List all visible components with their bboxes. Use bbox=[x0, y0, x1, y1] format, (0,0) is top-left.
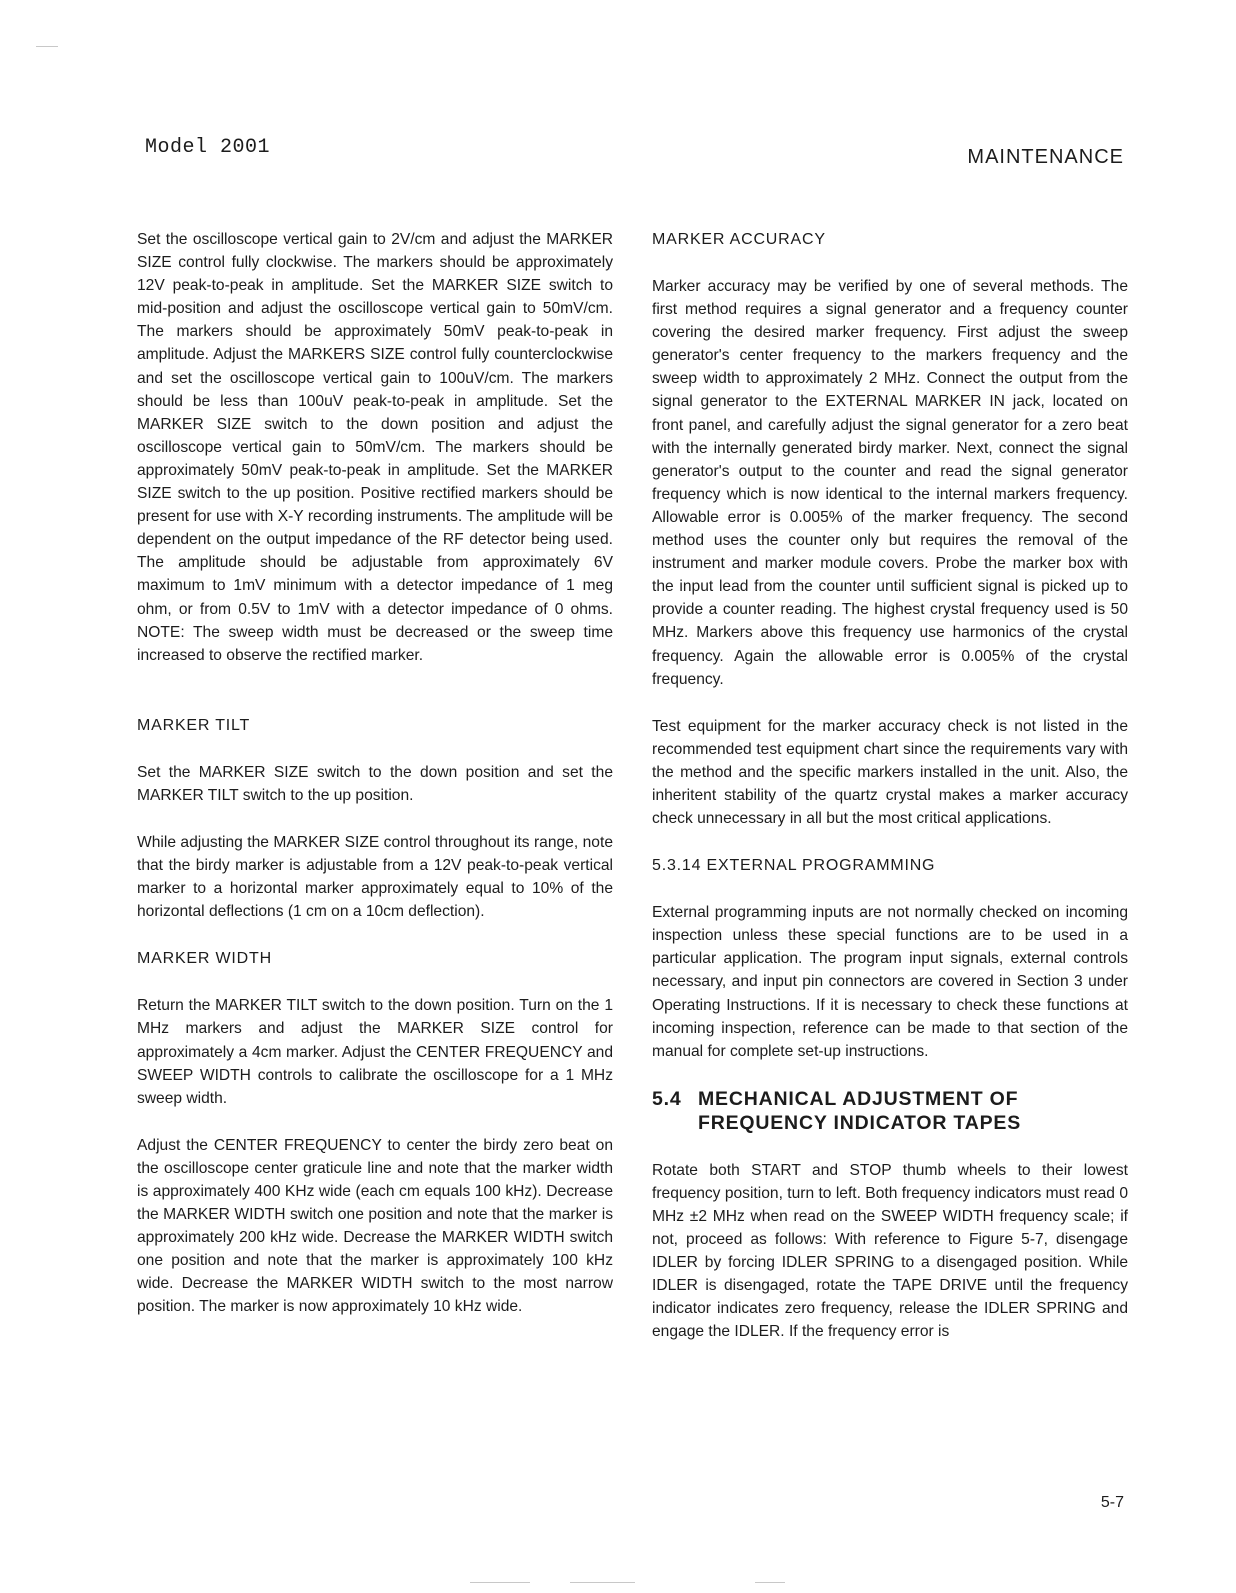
heading-number: 5.4 bbox=[652, 1087, 682, 1110]
section-title: MAINTENANCE bbox=[967, 146, 1124, 168]
model-label: Model 2001 bbox=[145, 136, 271, 159]
heading-marker-width: MARKER WIDTH bbox=[137, 950, 272, 968]
scan-mark bbox=[570, 1582, 635, 1583]
paragraph-marker-tilt-adjust: While adjusting the MARKER SIZE control throughout its range, note that the birdy marker is adjustable from a 12V peak-to-peak vertical marker to a horizontal marker approximately equal to 10% of the horizontal deflections (1 cm on a 10cm deflection). bbox=[137, 833, 613, 921]
page-number: 5-7 bbox=[1100, 1494, 1124, 1511]
scan-mark bbox=[755, 1582, 785, 1583]
heading-mechanical-adjustment bbox=[652, 1087, 1128, 1135]
paragraph-marker-accuracy: Marker accuracy may be verified by one of several methods. The first method requires a signal generator and a frequency counter covering the desired marker frequency. First adjust the sweep generator's center frequency to the markers frequency and the sweep width to approximately 2 MHz. Connect the output from the signal generator to the EXTERNAL MARKER IN jack, located on front panel, and carefully adjust the signal generator for a zero beat with the internally generated birdy marker. Next, connect the signal generator's output to the counter and read the signal generator frequency which is now identical to the internal markers frequency. Allowable error is 0.005% of the marker frequency. The second method uses the counter only but requires the removal of the instrument and marker module covers. Probe the marker box with the input lead from the counter until sufficient signal is picked up to provide a counter reading. The highest crystal frequency used is 50 MHz. Markers above this frequency use harmonics of the crystal frequency. Again the allowable error is 0.005% of the crystal frequency. bbox=[652, 278, 1128, 688]
paragraph-marker-width-adjust: Adjust the CENTER FREQUENCY to center the birdy zero beat on the oscilloscope center graticule line and note that the marker width is approximately 400 KHz wide (each cm equals 100 kHz). Decrease the MARKER WIDTH switch one position and note that the marker is approximately 200 kHz wide. Decrease the MARKER WIDTH switch one position and note that the marker is approximately 100 kHz wide. Decrease the MARKER WIDTH switch to the most narrow position. The marker is now approximately 10 kHz wide. bbox=[137, 1136, 613, 1316]
paragraph-test-equipment: Test equipment for the marker accuracy check is not listed in the recommended test equipment chart since the requirements vary with the method and the specific markers installed in the unit. Also, the inheritent stability of the quartz crystal makes a marker accuracy check unnecessary in all but the most critical applications. bbox=[652, 717, 1128, 828]
heading-text: MECHANICAL ADJUSTMENT OF FREQUENCY INDICATOR TAPES bbox=[698, 1087, 1022, 1134]
paragraph-external-programming: External programming inputs are not normally checked on incoming inspection unless these special functions are to be used in a particular application. The program input signals, external controls necessary, and input pin connectors are covered in Section 3 under Operating Instructions. If it is necessary to check these functions at incoming inspection, reference can be made to that section of the manual for complete set-up instructions. bbox=[652, 904, 1128, 1060]
heading-marker-tilt: MARKER TILT bbox=[137, 716, 251, 734]
paragraph-marker-width-setup: Return the MARKER TILT switch to the down position. Turn on the 1 MHz markers and adjust the MARKER SIZE control for approximately a 4cm marker. Adjust the CENTER FREQUENCY and SWEEP WIDTH controls to calibrate the oscilloscope for a 1 MHz sweep width. bbox=[137, 997, 613, 1107]
heading-external-programming: 5.3.14 EXTERNAL PROGRAMMING bbox=[652, 857, 936, 875]
paragraph-marker-tilt-setup: Set the MARKER SIZE switch to the down position and set the MARKER TILT switch to the up position. bbox=[137, 763, 613, 804]
paragraph-tape-adjustment: Rotate both START and STOP thumb wheels to their lowest frequency position, turn to left. Both frequency indicators must read 0 MHz ±2 MHz when read on the SWEEP WIDTH frequency scale; if not, proceed as follows: With reference to Figure 5-7, disengage IDLER by forcing IDLER SPRING to a disengaged position. While IDLER is disengaged, rotate the TAPE DRIVE until the frequency indicator indicates zero frequency, release the IDLER SPRING and engage the IDLER. If the frequency error is bbox=[652, 1161, 1128, 1341]
scan-mark bbox=[470, 1582, 530, 1583]
paragraph-marker-size: Set the oscilloscope vertical gain to 2V/cm and adjust the MARKER SIZE control fully clockwise. The markers should be approximately 12V peak-to-peak in amplitude. Set the MARKER SIZE switch to mid-position and adjust the oscilloscope vertical gain to 50mV/cm. The markers should be approximately 50mV peak-to-peak in amplitude. Adjust the MARKERS SIZE control fully counterclockwise and set the oscilloscope vertical gain to 100uV/cm. The markers should be less than 100uV peak-to-peak in amplitude. Set the MARKER SIZE switch to the down position and adjust the oscilloscope vertical gain to 50mV/cm. The markers should be approximately 50mV peak-to-peak in amplitude. Set the MARKER SIZE switch to the up position. Positive rectified markers should be present for use with X-Y recording instruments. The amplitude will be dependent on the output impedance of the RF detector being used. The amplitude should be adjustable from approximately 6V maximum to 1mV minimum with a detector impedance of 1 meg ohm, or from 0.5V to 1mV with a detector impedance of 0 ohms. NOTE: The sweep width must be decreased or the sweep time increased to observe the rectified marker. bbox=[137, 231, 613, 664]
heading-marker-accuracy: MARKER ACCURACY bbox=[652, 231, 826, 248]
scan-mark bbox=[36, 46, 58, 47]
left-column bbox=[137, 228, 613, 1319]
right-column bbox=[652, 228, 1128, 1344]
